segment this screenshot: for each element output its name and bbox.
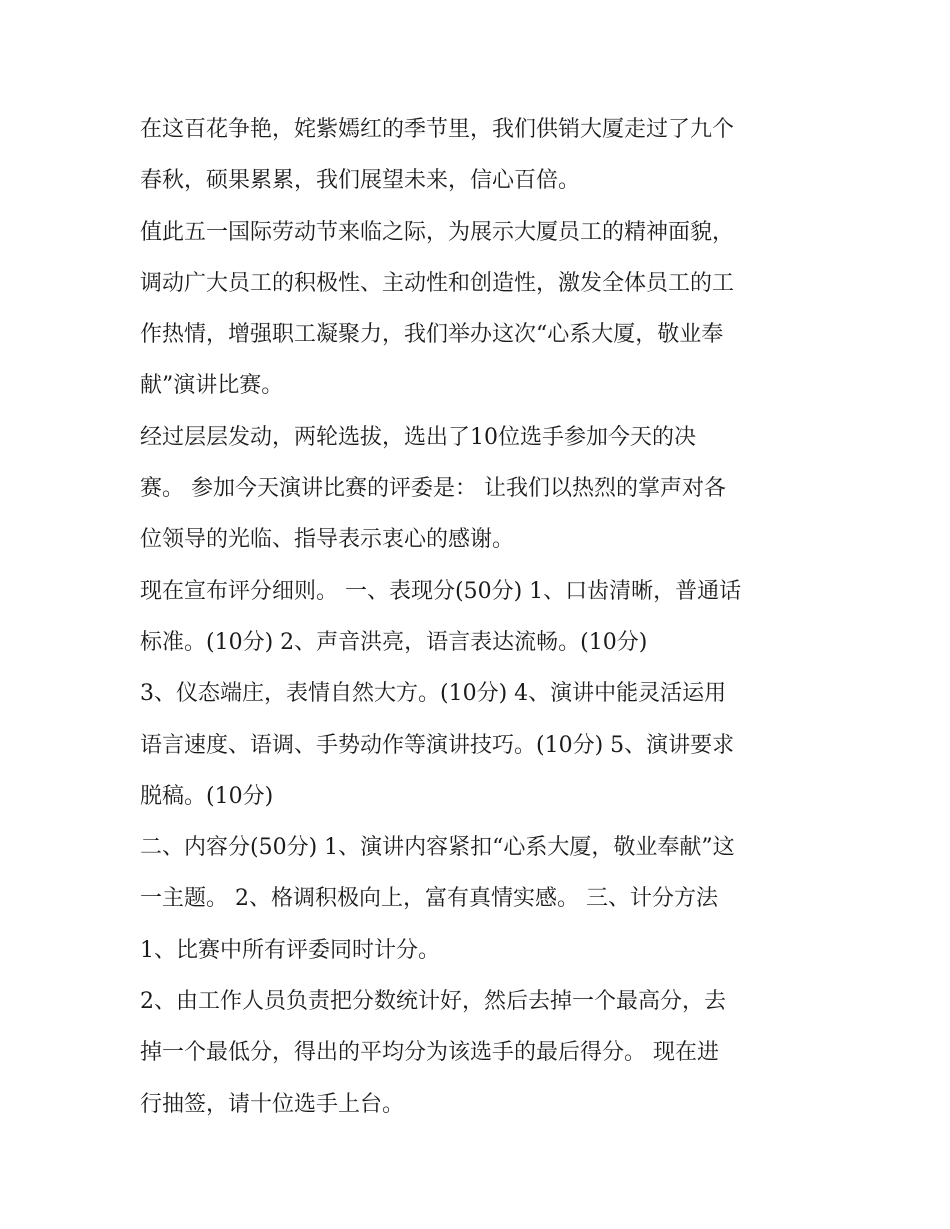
- text-line: 语言速度、语调、手势动作等演讲技巧。(10分) 5、演讲要求: [140, 732, 735, 758]
- text-line: 3、仪态端庄，表情自然大方。(10分) 4、演讲中能灵活运用: [140, 681, 727, 707]
- text-line: 在这百花争艳，姹紫嫣红的季节里，我们供销大厦走过了九个: [140, 117, 735, 142]
- text-line: 献”演讲比赛。: [140, 373, 284, 399]
- text-line: 二、内容分(50分) 1、演讲内容紧扣“心系大厦，敬业奉献”这: [140, 835, 735, 861]
- text-line: 经过层层发动，两轮选拔，选出了10位选手参加今天的决: [140, 424, 696, 450]
- text-line: 脱稿。(10分): [140, 783, 274, 809]
- text-line: 现在宣布评分细则。 一、表现分(50分) 1、口齿清晰，普通话: [140, 578, 742, 604]
- document-body: [140, 104, 830, 1130]
- text-line: 标准。(10分) 2、声音洪亮，语言表达流畅。(10分): [140, 629, 648, 655]
- text-line: 位领导的光临、指导表示衷心的感谢。: [140, 527, 515, 553]
- text-line: 2、由工作人员负责把分数统计好，然后去掉一个最高分，去: [140, 989, 726, 1015]
- text-line: 春秋，硕果累累，我们展望未来，信心百倍。: [140, 168, 581, 194]
- text-line: 调动广大员工的积极性、主动性和创造性，激发全体员工的工: [140, 270, 735, 296]
- text-line: 行抽签，请十位选手上台。: [140, 1091, 405, 1117]
- text-line: 赛。 参加今天演讲比赛的评委是： 让我们以热烈的掌声对各: [140, 476, 726, 502]
- text-line: 掉一个最低分，得出的平均分为该选手的最后得分。 现在进: [140, 1040, 719, 1066]
- text-line: 值此五一国际劳动节来临之际，为展示大厦员工的精神面貌，: [140, 219, 735, 245]
- text-line: 一主题。 2、格调积极向上，富有真情实感。 三、计分方法: [140, 886, 718, 912]
- text-line: 1、比赛中所有评委同时计分。: [140, 937, 440, 963]
- text-line: 作热情，增强职工凝聚力，我们举办这次“心系大厦，敬业奉: [140, 322, 724, 348]
